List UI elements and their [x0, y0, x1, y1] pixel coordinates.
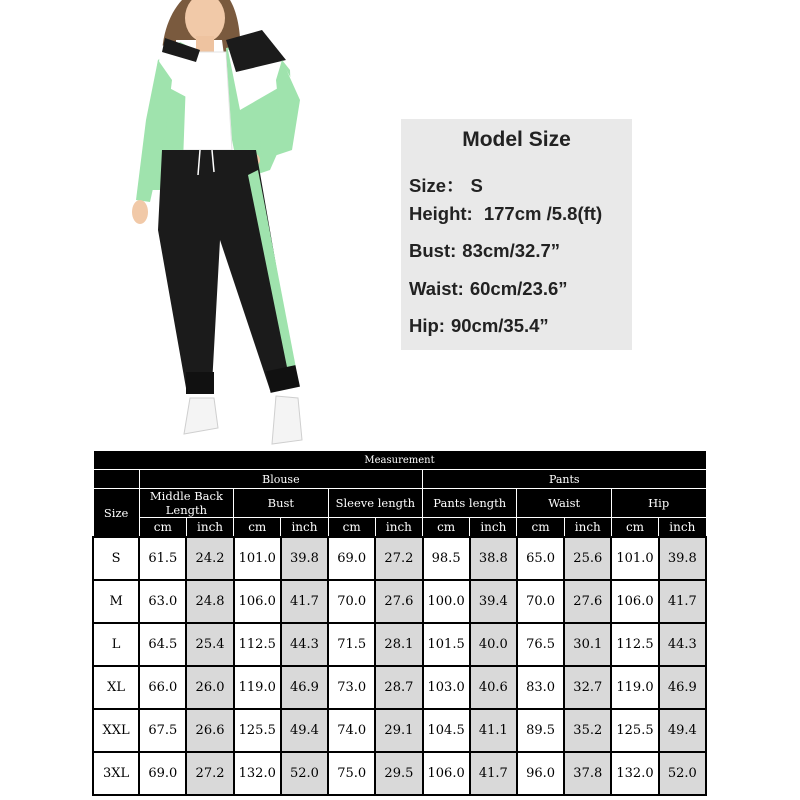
- sleeve-length-header: Sleeve length: [328, 489, 422, 518]
- cm-value-cell: 74.0: [328, 709, 375, 752]
- size-label-cell: M: [93, 580, 139, 623]
- model-hip-row: [409, 315, 549, 337]
- size-chart-table: [92, 450, 707, 796]
- cm-value-cell: 76.5: [517, 623, 564, 666]
- inch-value-cell: 46.9: [281, 666, 328, 709]
- cm-value-cell: 119.0: [234, 666, 281, 709]
- model-size-label: Size：: [409, 175, 465, 196]
- inch-value-cell: 41.7: [470, 752, 517, 795]
- model-bust-value: 83cm/32.7”: [462, 240, 560, 261]
- cm-value-cell: 70.0: [328, 580, 375, 623]
- unit-inch: inch: [375, 518, 422, 538]
- size-label-cell: 3XL: [93, 752, 139, 795]
- blouse-group-header: Blouse: [139, 470, 422, 489]
- inch-value-cell: 30.1: [564, 623, 611, 666]
- inch-value-cell: 29.5: [375, 752, 422, 795]
- cm-value-cell: 89.5: [517, 709, 564, 752]
- inch-value-cell: 39.8: [281, 537, 328, 580]
- model-height-row: [409, 203, 602, 225]
- model-photo: [110, 0, 320, 448]
- cm-value-cell: 112.5: [234, 623, 281, 666]
- inch-value-cell: 40.6: [470, 666, 517, 709]
- inch-value-cell: 27.6: [375, 580, 422, 623]
- cm-value-cell: 104.5: [423, 709, 470, 752]
- inch-value-cell: 41.1: [470, 709, 517, 752]
- cm-value-cell: 69.0: [328, 537, 375, 580]
- cm-value-cell: 75.0: [328, 752, 375, 795]
- unit-cm: cm: [234, 518, 281, 538]
- inch-value-cell: 25.4: [186, 623, 233, 666]
- cm-value-cell: 106.0: [611, 580, 658, 623]
- unit-inch: inch: [186, 518, 233, 538]
- model-waist-value: 60cm/23.6”: [469, 278, 568, 299]
- cm-value-cell: 73.0: [328, 666, 375, 709]
- inch-value-cell: 29.1: [375, 709, 422, 752]
- cm-value-cell: 101.0: [234, 537, 281, 580]
- cm-value-cell: 64.5: [139, 623, 186, 666]
- inch-value-cell: 32.7: [564, 666, 611, 709]
- size-label-cell: L: [93, 623, 139, 666]
- inch-value-cell: 52.0: [659, 752, 706, 795]
- unit-cm: cm: [328, 518, 375, 538]
- right-sneaker: [272, 396, 302, 444]
- inch-value-cell: 37.8: [564, 752, 611, 795]
- cm-value-cell: 119.0: [611, 666, 658, 709]
- inch-value-cell: 27.2: [375, 537, 422, 580]
- model-height-label: Height:: [409, 203, 473, 224]
- left-sneaker: [184, 398, 218, 434]
- inch-value-cell: 24.2: [186, 537, 233, 580]
- cm-value-cell: 61.5: [139, 537, 186, 580]
- inch-value-cell: 27.2: [186, 752, 233, 795]
- inch-value-cell: 28.7: [375, 666, 422, 709]
- unit-cm: cm: [611, 518, 658, 538]
- unit-inch: inch: [470, 518, 517, 538]
- cm-value-cell: 69.0: [139, 752, 186, 795]
- table-row: [93, 752, 706, 795]
- cm-value-cell: 98.5: [423, 537, 470, 580]
- cm-value-cell: 132.0: [234, 752, 281, 795]
- unit-inch: inch: [659, 518, 706, 538]
- cm-value-cell: 67.5: [139, 709, 186, 752]
- cm-value-cell: 125.5: [611, 709, 658, 752]
- model-hip-value: 90cm/35.4”: [450, 315, 549, 336]
- middle-back-length-header: Middle Back Length: [139, 489, 233, 518]
- cm-value-cell: 100.0: [423, 580, 470, 623]
- inch-value-cell: 49.4: [659, 709, 706, 752]
- cm-value-cell: 96.0: [517, 752, 564, 795]
- size-rows: [93, 537, 706, 795]
- cm-value-cell: 65.0: [517, 537, 564, 580]
- model-waist-row: [409, 278, 568, 300]
- pants-group-header: Pants: [423, 470, 706, 489]
- cm-value-cell: 106.0: [423, 752, 470, 795]
- cm-value-cell: 125.5: [234, 709, 281, 752]
- unit-inch: inch: [281, 518, 328, 538]
- size-label-cell: XL: [93, 666, 139, 709]
- model-height-value: 177cm /5.8(ft): [483, 203, 603, 224]
- size-column-header: Size: [93, 489, 139, 538]
- unit-cm: cm: [139, 518, 186, 538]
- cm-value-cell: 106.0: [234, 580, 281, 623]
- cm-value-cell: 66.0: [139, 666, 186, 709]
- size-header-spacer: [93, 470, 139, 489]
- size-label-cell: S: [93, 537, 139, 580]
- cm-value-cell: 101.5: [423, 623, 470, 666]
- unit-cm: cm: [423, 518, 470, 538]
- inch-value-cell: 25.6: [564, 537, 611, 580]
- inch-value-cell: 41.7: [281, 580, 328, 623]
- cm-value-cell: 70.0: [517, 580, 564, 623]
- model-size-value: S: [470, 175, 483, 196]
- table-row: [93, 623, 706, 666]
- measurement-header: Measurement: [93, 451, 706, 470]
- inch-value-cell: 44.3: [281, 623, 328, 666]
- model-bust-row: [409, 240, 560, 262]
- inch-value-cell: 38.8: [470, 537, 517, 580]
- inch-value-cell: 28.1: [375, 623, 422, 666]
- inch-value-cell: 46.9: [659, 666, 706, 709]
- unit-cm: cm: [517, 518, 564, 538]
- inch-value-cell: 27.6: [564, 580, 611, 623]
- table-row: [93, 666, 706, 709]
- model-size-card: [401, 119, 632, 350]
- inch-value-cell: 39.4: [470, 580, 517, 623]
- inch-value-cell: 26.6: [186, 709, 233, 752]
- inch-value-cell: 41.7: [659, 580, 706, 623]
- inch-value-cell: 39.8: [659, 537, 706, 580]
- cm-value-cell: 103.0: [423, 666, 470, 709]
- hip-header: Hip: [611, 489, 706, 518]
- pants-length-header: Pants length: [423, 489, 517, 518]
- cm-value-cell: 101.0: [611, 537, 658, 580]
- inch-value-cell: 35.2: [564, 709, 611, 752]
- inch-value-cell: 49.4: [281, 709, 328, 752]
- unit-inch: inch: [564, 518, 611, 538]
- inch-value-cell: 44.3: [659, 623, 706, 666]
- size-label-cell: XXL: [93, 709, 139, 752]
- table-row: [93, 709, 706, 752]
- table-row: [93, 537, 706, 580]
- model-size-row: [409, 172, 483, 198]
- cm-value-cell: 112.5: [611, 623, 658, 666]
- inch-value-cell: 40.0: [470, 623, 517, 666]
- waist-header: Waist: [517, 489, 611, 518]
- cm-value-cell: 71.5: [328, 623, 375, 666]
- cm-value-cell: 132.0: [611, 752, 658, 795]
- inch-value-cell: 24.8: [186, 580, 233, 623]
- model-size-title: Model Size: [462, 128, 571, 151]
- inch-value-cell: 52.0: [281, 752, 328, 795]
- cm-value-cell: 83.0: [517, 666, 564, 709]
- cm-value-cell: 63.0: [139, 580, 186, 623]
- inch-value-cell: 26.0: [186, 666, 233, 709]
- model-waist-label: Waist:: [409, 278, 464, 299]
- model-bust-label: Bust:: [409, 240, 457, 261]
- bust-header: Bust: [234, 489, 328, 518]
- table-row: [93, 580, 706, 623]
- model-hip-label: Hip:: [409, 315, 445, 336]
